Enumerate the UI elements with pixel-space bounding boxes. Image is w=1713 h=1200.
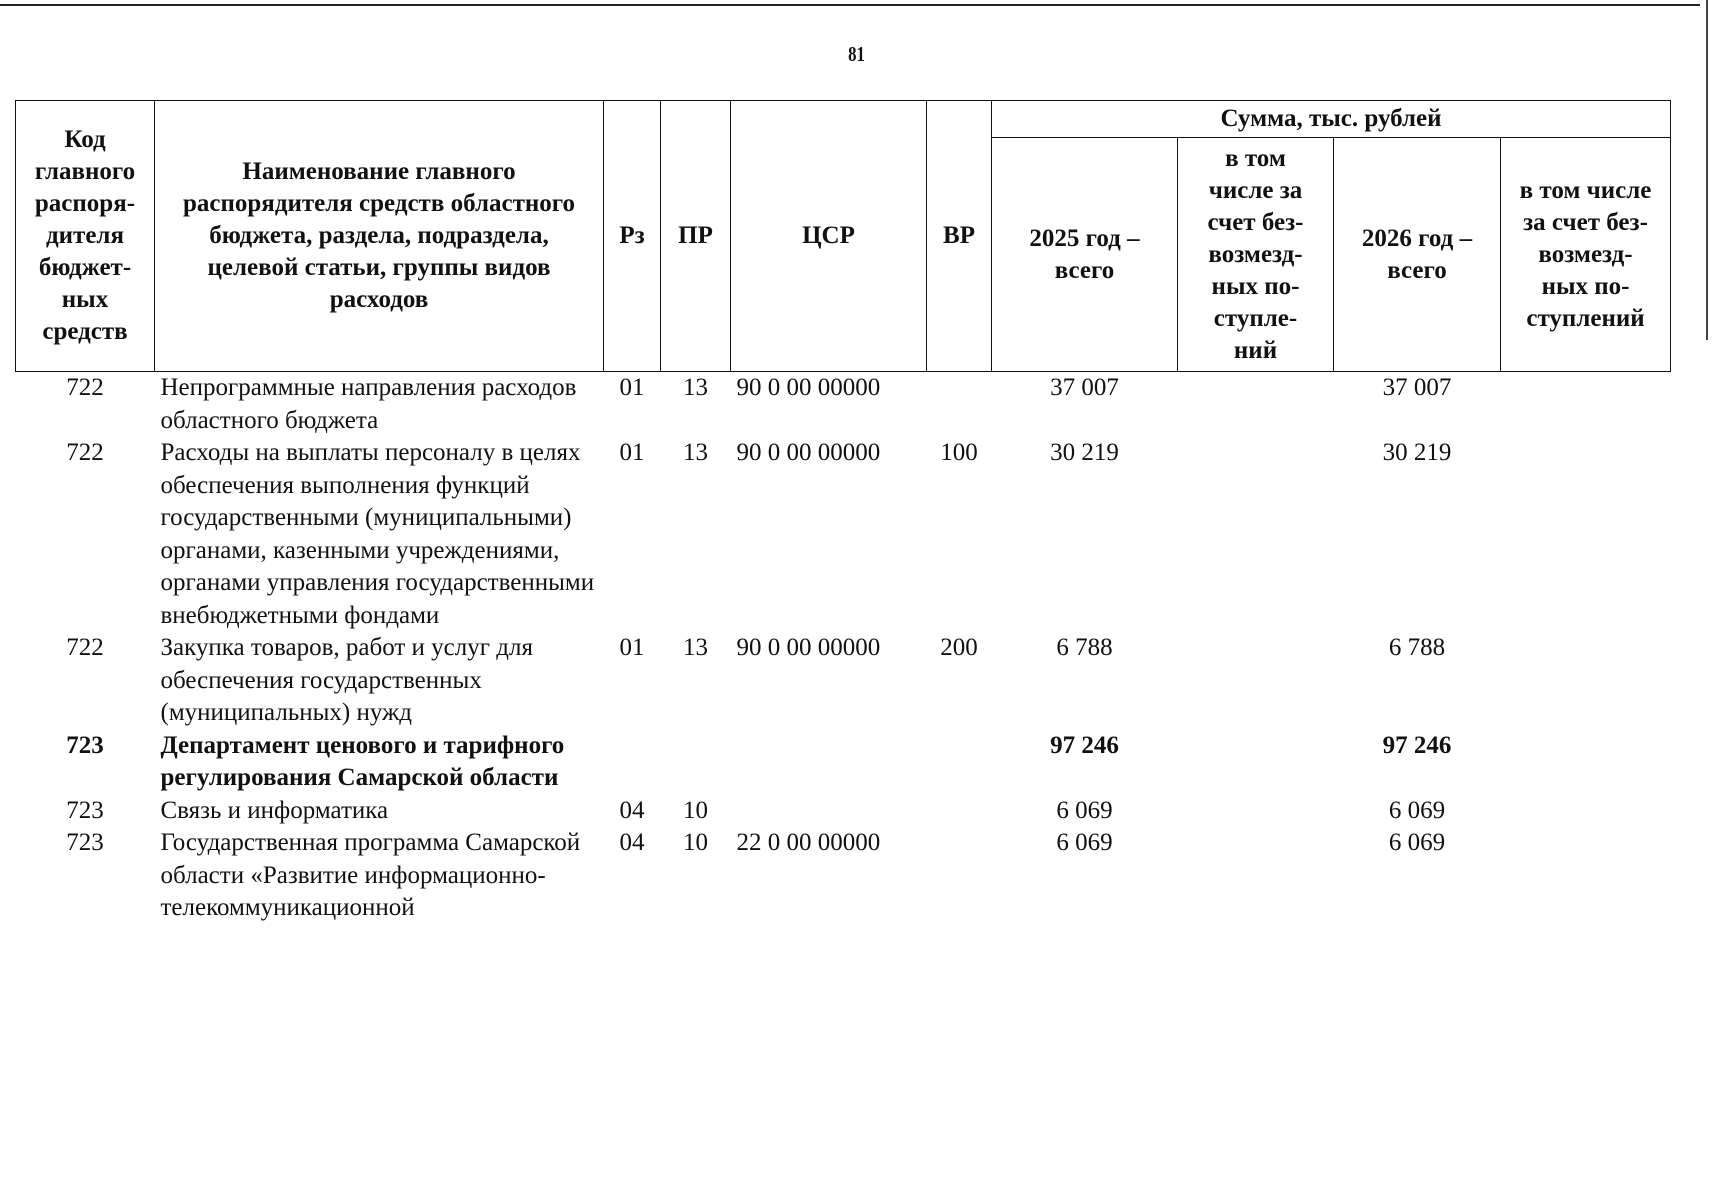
rz-cell [604, 730, 661, 795]
header-vr: ВР [927, 101, 992, 372]
pr-cell [661, 730, 731, 795]
csr-cell: 90 0 00 00000 [736, 439, 881, 466]
name-cell: Государственная программа Самарской области «Развитие информационно-телекоммуникационной [160, 829, 581, 921]
y2026-grants-cell [1501, 827, 1671, 925]
y2025-total-cell: 97 246 [1050, 731, 1119, 759]
y2026-grants-cell [1501, 632, 1671, 730]
y2026-grants-cell [1501, 437, 1671, 632]
vr-cell [927, 730, 992, 795]
y2025-grants-cell [1178, 795, 1334, 828]
vr-cell [927, 827, 992, 925]
name-cell: Расходы на выплаты персоналу в целях обеспечения выполнения функций государственными (муниципальными) органами, казенными учреждениями, органами управления государственными внебюджетными фондами [160, 439, 595, 629]
pr-cell: 13 [683, 374, 708, 401]
y2026-total-cell: 97 246 [1382, 731, 1452, 759]
name-cell: Закупка товаров, работ и услуг для обеспечения государственных (муниципальных) нужд [160, 634, 533, 726]
page-number: 81 [848, 42, 865, 66]
header-2026-grants: в том числе за счет без-возмезд-ных по-ступлений [1501, 138, 1671, 372]
table-row [16, 730, 1671, 795]
header-name: Наименование главного распорядителя средств областного бюджета, раздела, подраздела, целевой статьи, группы видов расходов [155, 101, 604, 372]
pr-cell: 10 [683, 829, 708, 856]
name-cell: Департамент ценового и тарифного регулирования Самарской области [160, 731, 565, 791]
code-cell: 723 [66, 829, 104, 856]
y2026-total-cell: 37 007 [1382, 374, 1452, 401]
y2025-grants-cell [1178, 632, 1334, 730]
header-rz: Рз [604, 101, 661, 372]
csr-cell [731, 795, 927, 828]
vr-cell [927, 795, 992, 828]
table-row [16, 795, 1671, 828]
csr-cell: 90 0 00 00000 [736, 634, 881, 661]
code-cell: 723 [66, 731, 104, 759]
code-cell: 722 [66, 439, 104, 466]
header-code: Код главного распоря-дителя бюджет-ных средств [16, 101, 155, 372]
table-row [16, 632, 1671, 730]
code-cell: 722 [66, 374, 104, 401]
header-sum: Сумма, тыс. рублей [992, 101, 1671, 138]
y2025-total-cell: 30 219 [1050, 439, 1119, 466]
y2025-grants-cell [1178, 437, 1334, 632]
header-2025-total: 2025 год – всего [992, 138, 1178, 372]
pr-cell: 13 [683, 439, 708, 466]
pr-cell: 10 [683, 796, 708, 824]
name-cell: Непрограммные направления расходов областного бюджета [160, 374, 577, 434]
header-csr: ЦСР [731, 101, 927, 372]
table-row [16, 372, 1671, 438]
header-2025-grants: в том числе за счет без-возмезд-ных по-ступле-ний [1178, 138, 1334, 372]
vr-cell: 100 [940, 439, 978, 466]
y2025-grants-cell [1178, 730, 1334, 795]
y2025-grants-cell [1178, 372, 1334, 438]
vr-cell [927, 372, 992, 438]
y2025-total-cell: 37 007 [1050, 374, 1119, 401]
y2025-grants-cell [1178, 827, 1334, 925]
csr-cell: 22 0 00 00000 [736, 829, 881, 856]
y2026-grants-cell [1501, 795, 1671, 828]
code-cell: 722 [66, 634, 104, 661]
y2026-total-cell: 6 788 [1388, 634, 1446, 661]
rz-cell: 01 [619, 634, 645, 661]
code-cell: 723 [66, 796, 104, 824]
y2026-total-cell: 30 219 [1382, 439, 1452, 466]
y2026-total-cell: 6 069 [1388, 829, 1446, 856]
top-rule [0, 4, 1700, 6]
table-row [16, 827, 1671, 925]
rz-cell: 04 [619, 796, 645, 824]
name-cell: Связь и информатика [160, 796, 389, 824]
header-pr: ПР [661, 101, 731, 372]
rz-cell: 04 [619, 829, 645, 856]
table-row [16, 437, 1671, 632]
y2026-total-cell: 6 069 [1388, 796, 1446, 824]
y2026-grants-cell [1501, 372, 1671, 438]
y2025-total-cell: 6 069 [1056, 796, 1113, 824]
y2026-grants-cell [1501, 730, 1671, 795]
y2025-total-cell: 6 069 [1056, 829, 1113, 856]
pr-cell: 13 [683, 634, 708, 661]
y2025-total-cell: 6 788 [1056, 634, 1113, 661]
page-edge [1706, 0, 1708, 340]
csr-cell: 90 0 00 00000 [736, 374, 881, 401]
header-2026-total: 2026 год – всего [1334, 138, 1501, 372]
csr-cell [731, 730, 927, 795]
vr-cell: 200 [940, 634, 978, 661]
budget-table [15, 100, 1671, 925]
rz-cell: 01 [619, 439, 645, 466]
rz-cell: 01 [619, 374, 645, 401]
table-body [16, 372, 1671, 925]
